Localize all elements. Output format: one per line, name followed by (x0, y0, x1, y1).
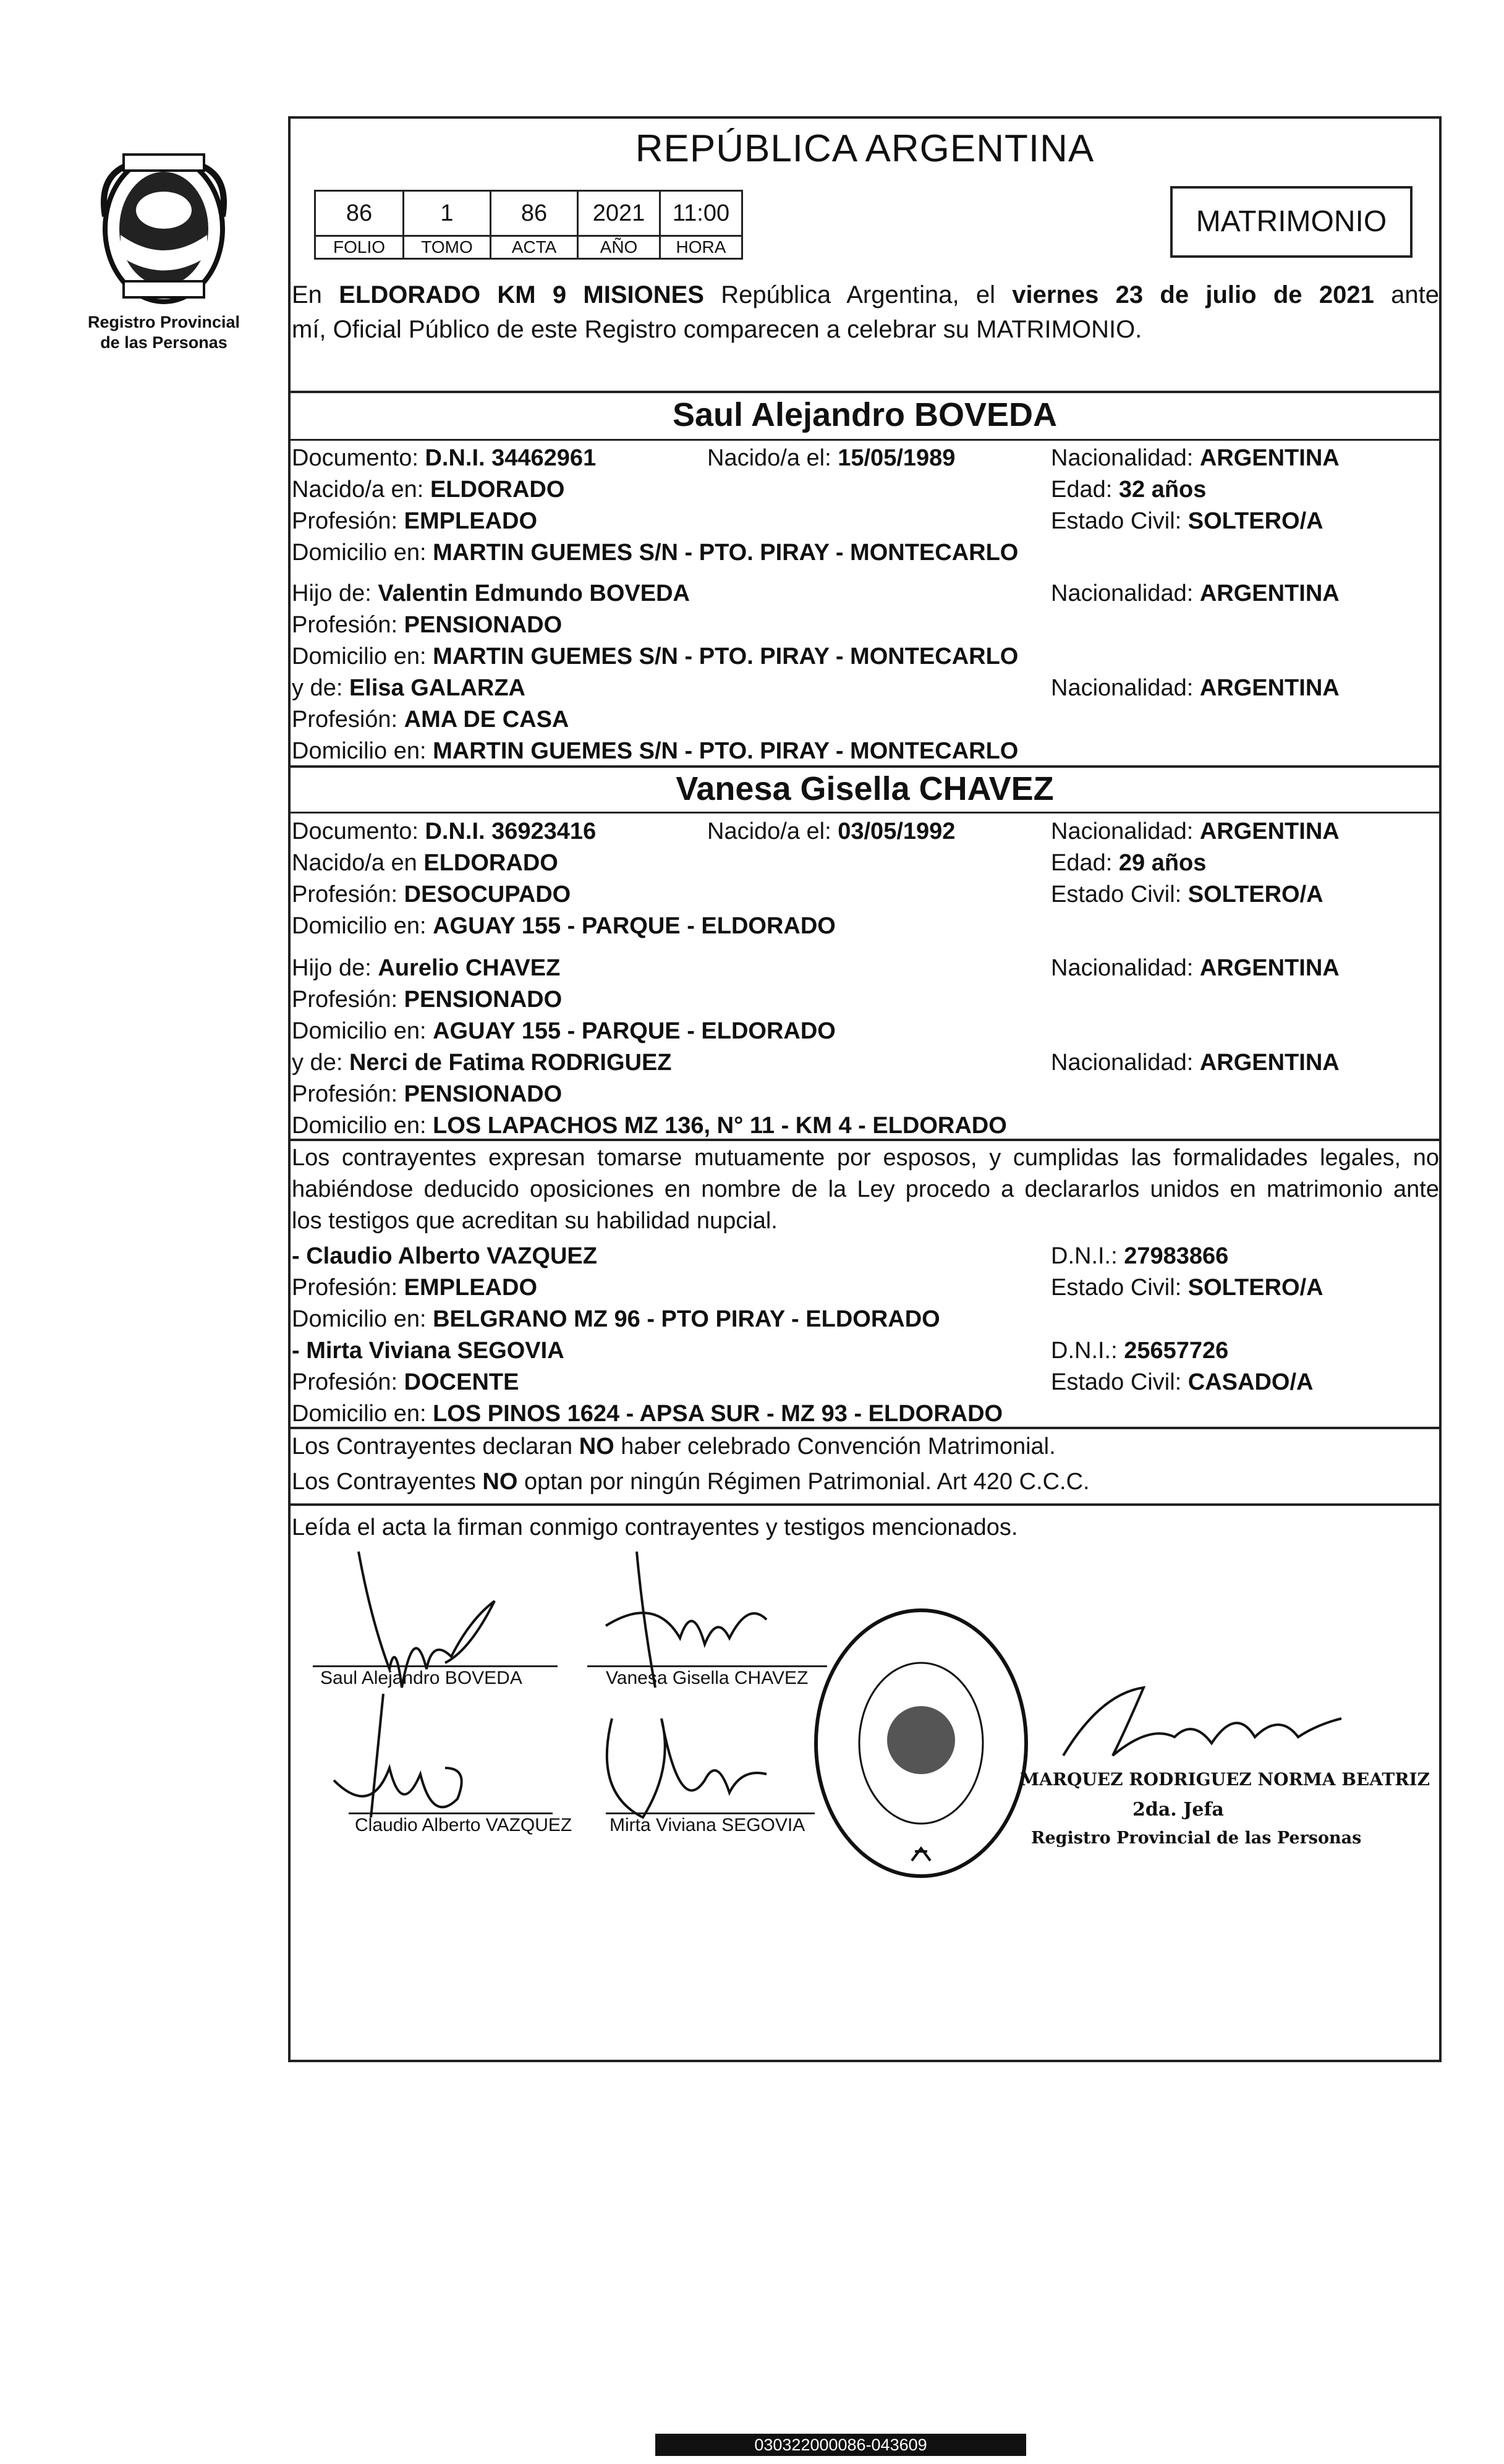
spouse2-father: Aurelio CHAVEZ (378, 955, 561, 981)
spouse2-row-mother (292, 1047, 1439, 1078)
convention-text: haber celebrado Convención Matrimonial. (621, 1434, 1056, 1459)
folio-label: FOLIO (315, 236, 404, 259)
label: y de: (292, 1050, 343, 1076)
spouse2-row-mother-dom (292, 1110, 1439, 1141)
label: Nacionalidad: (1051, 818, 1194, 844)
spouse1-row-father-dom (292, 641, 1439, 672)
logo-caption-line1: Registro Provincial (87, 313, 240, 331)
witness1-row-dom (292, 1304, 1439, 1335)
signature-scribble-spouse2 (581, 1545, 804, 1706)
convention-no: NO (579, 1434, 614, 1459)
declaration-line1: Los contrayentes expresan tomarse mutuamente por esposos, y cumplidas las formalidades legales, no (292, 1145, 1439, 1171)
spouse2-birthplace: ELDORADO (423, 850, 558, 876)
label: Domicilio en: (292, 913, 427, 939)
intro-date: viernes 23 de julio de 2021 (1012, 281, 1374, 308)
act-type-box: MATRIMONIO (1170, 186, 1413, 258)
document-title: REPÚBLICA ARGENTINA (635, 127, 1095, 170)
label: Nacido/a el: (707, 445, 831, 471)
tomo-value: 1 (404, 191, 491, 236)
officer-title: 2da. Jefa (1132, 1799, 1224, 1820)
intro-prefix: En (292, 281, 322, 308)
signature-scribble-officer (1051, 1681, 1372, 1774)
divider (288, 391, 1442, 393)
divider (288, 812, 1442, 814)
spouse2-father-nationality: ARGENTINA (1199, 955, 1340, 981)
spouse2-father-address: AGUAY 155 - PARQUE - ELDORADO (433, 1018, 836, 1044)
spouse2-nationality: ARGENTINA (1199, 818, 1340, 844)
spouse2-father-profession: PENSIONADO (404, 987, 563, 1013)
spouse2-row-address (292, 911, 1439, 941)
officer-name: MARQUEZ RODRIGUEZ NORMA BEATRIZ (1020, 1769, 1430, 1790)
label: Domicilio en: (292, 1306, 427, 1332)
spouse2-mother-profession: PENSIONADO (404, 1081, 563, 1107)
intro-line2: mí, Oficial Público de este Registro comparecen a celebrar su MATRIMONIO. (292, 316, 1142, 343)
spouse1-row-address (292, 537, 1439, 568)
spouse1-row-doc (292, 443, 1439, 474)
spouse2-dni: D.N.I. 36923416 (425, 818, 597, 844)
label: D.N.I.: (1051, 1338, 1118, 1364)
label: Estado Civil: (1051, 1275, 1182, 1301)
label: Profesión: (292, 987, 398, 1013)
spouse2-age: 29 años (1118, 850, 1207, 876)
label: Profesión: (292, 707, 398, 733)
label: Profesión: (292, 1275, 398, 1301)
spouse1-mother: Elisa GALARZA (349, 675, 525, 701)
witness1-dni: 27983866 (1124, 1243, 1229, 1269)
spouse2-civil-status: SOLTERO/A (1187, 882, 1323, 907)
label: Hijo de: (292, 955, 372, 981)
spouse2-row-father-dom (292, 1016, 1439, 1047)
convention-text: Los Contrayentes declaran (292, 1434, 573, 1459)
spouse2-profession: DESOCUPADO (404, 882, 571, 907)
spouse2-birthdate: 03/05/1992 (838, 818, 956, 844)
signature-label-witness2: Mirta Viviana SEGOVIA (610, 1815, 805, 1835)
convention-line1 (292, 1431, 1439, 1463)
spouse1-profession: EMPLEADO (404, 508, 538, 534)
spouse1-nationality: ARGENTINA (1199, 445, 1340, 471)
label: Domicilio en: (292, 644, 427, 669)
convention-line2 (292, 1466, 1439, 1498)
label: Profesión: (292, 882, 398, 907)
label: Nacido/a en (292, 850, 417, 876)
signature-label-witness1: Claudio Alberto VAZQUEZ (355, 1815, 572, 1835)
signatures-intro: Leída el acta la firman conmigo contrayentes y testigos mencionados. (292, 1515, 1018, 1540)
label: Nacionalidad: (1051, 955, 1194, 981)
hora-label: HORA (660, 236, 742, 259)
declaration-line3: los testigos que acreditan su habilidad nupcial. (292, 1208, 778, 1234)
spouse1-row-birthplace (292, 474, 1439, 505)
label: Domicilio en: (292, 540, 427, 566)
declaration-line2: habiéndose deducido oposiciones en nombre de la Ley procedo a declararlos unidos en matrimonio ante (292, 1176, 1439, 1202)
witness1-profession: EMPLEADO (404, 1275, 538, 1301)
spouse1-row-father-prof (292, 610, 1439, 640)
logo-caption-line2: de las Personas (100, 333, 227, 352)
spouse1-father-nationality: ARGENTINA (1199, 580, 1340, 606)
witness2-row-dom (292, 1398, 1439, 1429)
label: Nacido/a en: (292, 477, 424, 503)
intro-mid: República Argentina, el (721, 281, 995, 308)
spouse1-birthdate: 15/05/1989 (838, 445, 956, 471)
folio-value: 86 (315, 191, 404, 236)
spouse1-age: 32 años (1118, 477, 1207, 503)
spouse2-name: Vanesa Gisella CHAVEZ (676, 770, 1054, 807)
spouse1-name: Saul Alejandro BOVEDA (672, 396, 1058, 433)
divider (288, 439, 1442, 441)
spouse1-father-profession: PENSIONADO (404, 612, 563, 638)
label: Domicilio en: (292, 1113, 427, 1139)
label: Nacionalidad: (1051, 580, 1194, 606)
label: Nacionalidad: (1051, 1050, 1194, 1076)
spouse1-row-mother-prof (292, 704, 1439, 735)
spouse2-mother: Nerci de Fatima RODRIGUEZ (349, 1050, 672, 1076)
label: Edad: (1051, 477, 1113, 503)
intro-line1 (292, 279, 1439, 311)
signature-scribble-witness2 (587, 1694, 791, 1836)
spouse1-address: MARTIN GUEMES S/N - PTO. PIRAY - MONTECARLO (433, 540, 1019, 566)
spouse1-row-father (292, 578, 1439, 609)
officer-office: Registro Provincial de las Personas (1031, 1829, 1362, 1848)
spouse2-row-profession (292, 879, 1439, 910)
intro-suffix: ante (1391, 281, 1439, 308)
spouse1-birthplace: ELDORADO (430, 477, 565, 503)
witness1-address: BELGRANO MZ 96 - PTO PIRAY - ELDORADO (433, 1306, 940, 1332)
witness1-row-name (292, 1241, 1439, 1272)
signature-scribble-spouse1 (346, 1545, 532, 1706)
label: Domicilio en: (292, 738, 427, 764)
spouse1-mother-nationality: ARGENTINA (1199, 675, 1340, 701)
spouse1-dni: D.N.I. 34462961 (425, 445, 597, 471)
signature-label-spouse2: Vanesa Gisella CHAVEZ (606, 1668, 809, 1688)
label: Nacido/a el: (707, 818, 831, 844)
intro-place: ELDORADO KM 9 MISIONES (339, 281, 704, 308)
label: Estado Civil: (1051, 1369, 1182, 1395)
registry-table (314, 190, 743, 260)
spouse2-row-father-prof (292, 984, 1439, 1015)
signature-label-spouse1: Saul Alejandro BOVEDA (320, 1668, 522, 1688)
anio-value: 2021 (578, 191, 660, 236)
witness1-name: - Claudio Alberto VAZQUEZ (292, 1243, 597, 1269)
label: Documento: (292, 818, 418, 844)
label: Estado Civil: (1051, 508, 1182, 534)
witness1-row-prof (292, 1272, 1439, 1303)
spouse2-row-birthplace (292, 848, 1439, 878)
convention-no: NO (482, 1469, 518, 1495)
label: Documento: (292, 445, 418, 471)
hora-value: 11:00 (660, 191, 742, 236)
spouse2-address: AGUAY 155 - PARQUE - ELDORADO (433, 913, 836, 939)
label: Profesión: (292, 1369, 398, 1395)
spouse2-mother-nationality: ARGENTINA (1199, 1050, 1340, 1076)
spouse2-row-mother-prof (292, 1079, 1439, 1110)
spouse1-mother-profession: AMA DE CASA (404, 707, 569, 733)
spouse2-row-doc (292, 816, 1439, 847)
province-emblem-logo (87, 142, 241, 309)
label: y de: (292, 675, 343, 701)
label: Edad: (1051, 850, 1113, 876)
witness2-address: LOS PINOS 1624 - APSA SUR - MZ 93 - ELDORADO (433, 1401, 1003, 1427)
anio-label: AÑO (578, 236, 660, 259)
label: D.N.I.: (1051, 1243, 1118, 1269)
label: Nacionalidad: (1051, 445, 1194, 471)
spouse1-civil-status: SOLTERO/A (1187, 508, 1323, 534)
witness2-name: - Mirta Viviana SEGOVIA (292, 1338, 564, 1364)
acta-value: 86 (491, 191, 578, 236)
convention-text: Los Contrayentes (292, 1469, 476, 1495)
label: Domicilio en: (292, 1401, 427, 1427)
label: Profesión: (292, 1081, 398, 1107)
spouse1-mother-address: MARTIN GUEMES S/N - PTO. PIRAY - MONTECARLO (433, 738, 1019, 764)
document-code: 030322000086-043609 (655, 2434, 1026, 2456)
signature-scribble-witness1 (321, 1694, 507, 1836)
spouse1-row-mother (292, 673, 1439, 703)
spouse1-father-address: MARTIN GUEMES S/N - PTO. PIRAY - MONTECARLO (433, 644, 1019, 669)
label: Profesión: (292, 508, 398, 534)
spouse1-father: Valentin Edmundo BOVEDA (378, 580, 690, 606)
witness2-row-name (292, 1335, 1439, 1366)
label: Hijo de: (292, 580, 372, 606)
spouse1-row-mother-dom (292, 736, 1439, 767)
label: Nacionalidad: (1051, 675, 1194, 701)
logo-caption (62, 312, 266, 353)
convention-text: optan por ningún Régimen Patrimonial. Art 420 C.C.C. (524, 1469, 1090, 1495)
label: Domicilio en: (292, 1018, 427, 1044)
spouse1-row-profession (292, 506, 1439, 537)
tomo-label: TOMO (404, 236, 491, 259)
label: Profesión: (292, 612, 398, 638)
witness2-row-prof (292, 1367, 1439, 1398)
spouse2-mother-address: LOS LAPACHOS MZ 136, N° 11 - KM 4 - ELDORADO (433, 1113, 1007, 1139)
witness1-civil-status: SOLTERO/A (1187, 1275, 1323, 1301)
witness2-civil-status: CASADO/A (1187, 1369, 1314, 1395)
spouse2-row-father (292, 953, 1439, 983)
witness2-dni: 25657726 (1124, 1338, 1229, 1364)
label: Estado Civil: (1051, 882, 1182, 907)
divider (288, 1503, 1442, 1506)
official-stamp (804, 1601, 1039, 1885)
witness2-profession: DOCENTE (404, 1369, 519, 1395)
acta-label: ACTA (491, 236, 578, 259)
